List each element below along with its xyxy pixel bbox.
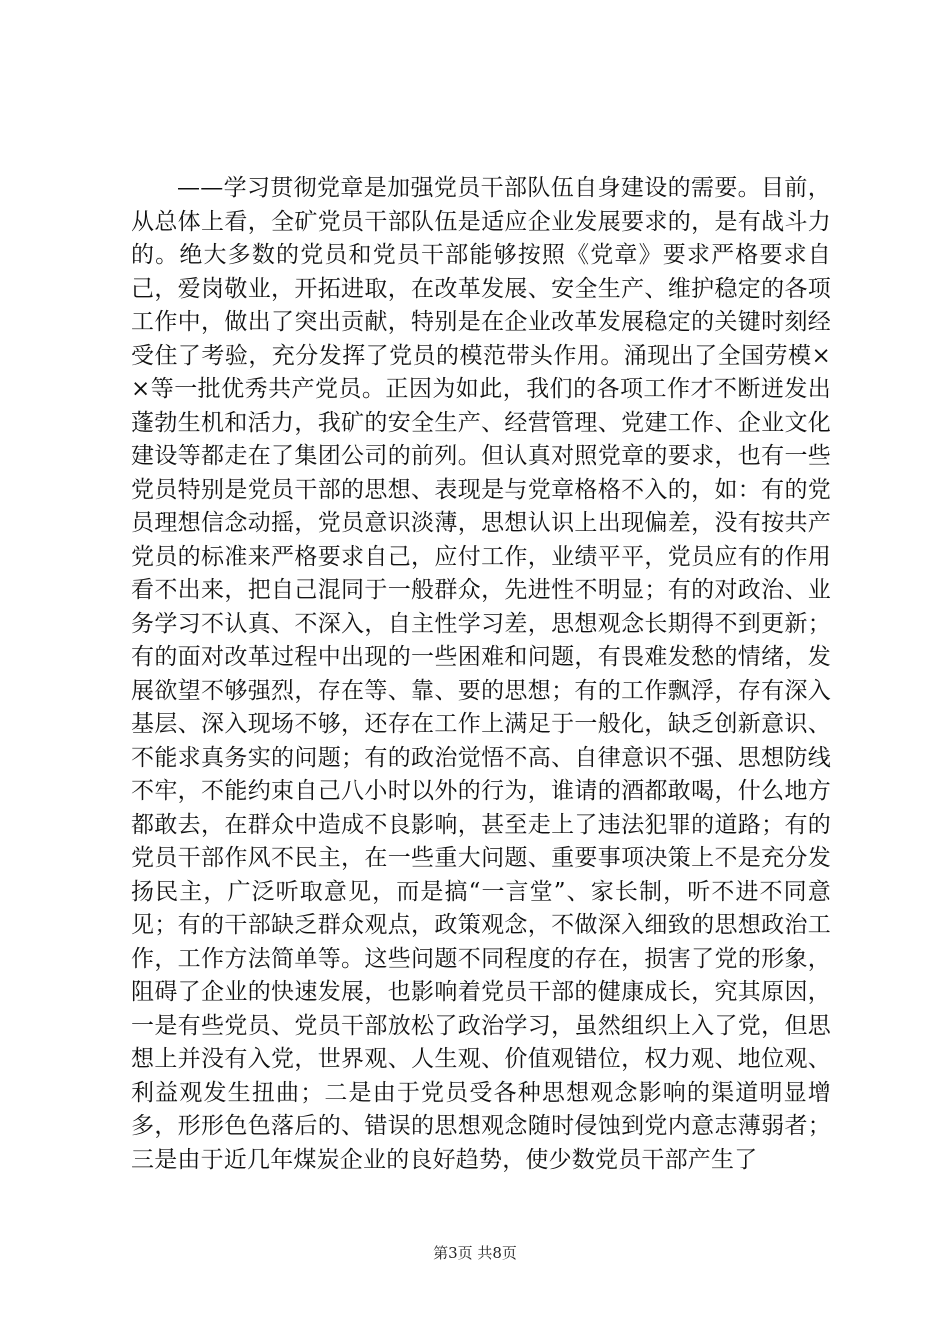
page-number-footer: 第3页 共8页 (433, 1244, 517, 1262)
body-paragraph: ——学习贯彻党章是加强党员干部队伍自身建设的需要。目前，从总体上看，全矿党员干部队伍是适应企业发展要求的，是有战斗力的。绝大多数的党员和党员干部能够按照《党章》要求严格要求自己，爱岗敬业，开拓进取，在改革发展、安全生产、维护稳定的各项工作中，做出了突出贡献，特别是在企业改革发展稳定的关键时刻经受住了考验，充分发挥了党员的模范带头作用。涌现出了全国劳模××等一批优秀共产党员。正因为如此，我们的各项工作才不断迸发出蓬勃生机和活力，我矿的安全生产、经营管理、党建工作、企业文化建设等都走在了集团公司的前列。但认真对照党章的要求，也有一些党员特别是党员干部的思想、表现是与党章格格不入的，如：有的党员理想信念动摇，党员意识淡薄，思想认识上出现偏差，没有按共产党员的标准来严格要求自己，应付工作，业绩平平，党员应有的作用看不出来，把自己混同于一般群众，先进性不明显；有的对政治、业务学习不认真、不深入，自主性学习差，思想观念长期得不到更新；有的面对改革过程中出现的一些困难和问题，有畏难发愁的情绪，发展欲望不够强烈，存在等、靠、要的思想；有的工作飘浮，存有深入基层、深入现场不够，还存在工作上满足于一般化，缺乏创新意识、不能求真务实的问题；有的政治觉悟不高、自律意识不强、思想防线不牢，不能约束自己八小时以外的行为，谁请的酒都敢喝，什么地方都敢去，在群众中造成不良影响，甚至走上了违法犯罪的道路；有的党员干部作风不民主，在一些重大问题、重要事项决策上不是充分发扬民主，广泛听取意见，而是搞“一言堂”、家长制，听不进不同意见；有的干部缺乏群众观点，政策观念，不做深入细致的思想政治工作，工作方法简单等。这些问题不同程度的存在，损害了党的形象，阻碍了企业的快速发展，也影响着党员干部的健康成长，究其原因，一是有些党员、党员干部放松了政治学习，虽然组织上入了党，但思想上并没有入党，世界观、人生观、价值观错位，权力观、地位观、利益观发生扭曲；二是由于党员受各种思想观念影响的渠道明显增多，形形色色落后的、错误的思想观念随时侵蚀到党内意志薄弱者；三是由于近几年煤炭企业的良好趋势，使少数党员干部产生了 (131, 175, 831, 1173)
